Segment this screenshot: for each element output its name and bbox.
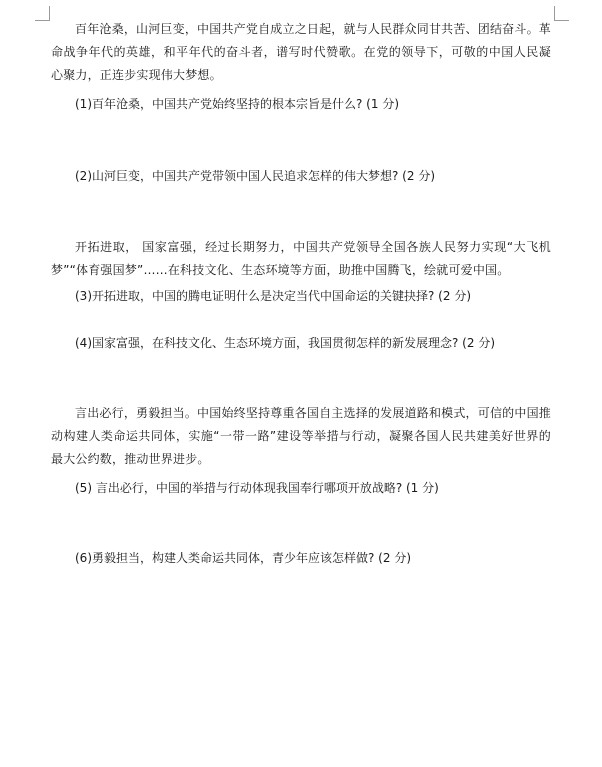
question-2: (2)山河巨变，中国共产党带领中国人民追求怎样的伟大梦想? (2 分) — [75, 169, 435, 183]
question-1: (1)百年沧桑，中国共产党始终坚持的根本宗旨是什么? (1 分) — [75, 97, 399, 111]
section-2 — [51, 236, 551, 282]
question-3: (3)开拓进取，中国的腾电证明什么是决定当代中国命运的关键抉择? (2 分) — [75, 289, 471, 303]
passage-2: 开拓进取， 国家富强，经过长期努力，中国共产党领导全国各族人民努力实现“大飞机梦”“体育强国梦”……在科技文化、生态环境等方面，助推中国腾飞，绘就可爱中国。 — [51, 240, 551, 277]
section-3 — [51, 402, 551, 471]
crop-mark-top-right — [554, 6, 569, 21]
passage-1: 百年沧桑，山河巨变，中国共产党自成立之日起，就与人民群众同甘共苦、团结奋斗。革命战争年代的英雄，和平年代的奋斗者，谱写时代赞歌。在党的领导下，可敬的中国人民凝心聚力，正连步实现伟大梦想。 — [51, 22, 551, 82]
question-5: (5) 言出必行，中国的举措与行动体现我国奉行哪项开放战略? (1 分) — [75, 481, 439, 495]
section-1 — [51, 18, 551, 87]
crop-mark-top-left — [35, 6, 50, 21]
question-6: (6)勇毅担当，构建人类命运共同体，青少年应该怎样做? (2 分) — [75, 551, 411, 565]
passage-3: 言出必行，勇毅担当。中国始终坚持尊重各国自主选择的发展道路和模式，可信的中国推动构建人类命运共同体，实施“一带一路”建设等举措与行动，凝聚各国人民共建美好世界的最大公约数，推动世界进步。 — [51, 406, 551, 466]
question-4: (4)国家富强，在科技文化、生态环境方面，我国贯彻怎样的新发展理念? (2 分) — [75, 336, 495, 350]
